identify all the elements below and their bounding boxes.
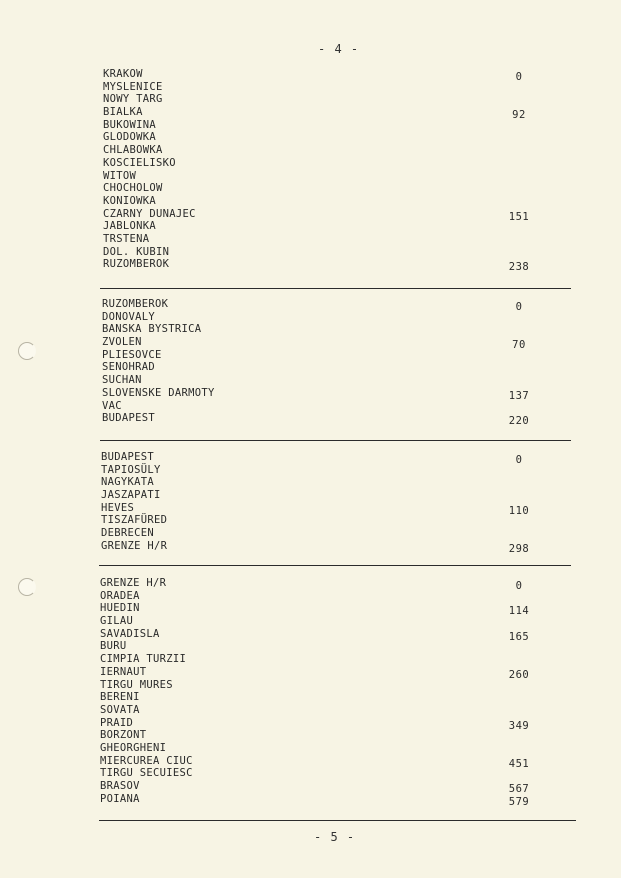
place-name: DONOVALY	[102, 310, 155, 323]
route-row	[101, 464, 539, 477]
route-row	[102, 349, 539, 362]
distance-km: 137	[508, 389, 530, 402]
distance-km: 0	[515, 454, 523, 466]
place-name: TIRGU MURES	[100, 678, 173, 691]
route-row	[100, 704, 539, 717]
distance-km: 579	[508, 795, 530, 808]
distance-km: 238	[508, 261, 530, 274]
distance-km: 151	[508, 210, 530, 223]
route-row	[103, 106, 539, 122]
place-name: WITOW	[103, 169, 137, 182]
place-name: IERNAUT	[100, 665, 147, 678]
section-divider	[99, 820, 576, 821]
place-name: POIANA	[100, 792, 140, 805]
place-name: GRENZE H/R	[101, 539, 168, 552]
route-row	[101, 476, 539, 489]
route-row	[103, 246, 539, 259]
section-divider	[100, 440, 571, 441]
place-name: GILAU	[100, 615, 134, 628]
route-row	[100, 628, 539, 641]
route-row	[101, 502, 539, 515]
place-name: BURU	[100, 640, 127, 653]
section-divider	[99, 565, 571, 566]
route-row	[102, 298, 539, 311]
distance-km: 349	[508, 719, 530, 732]
route-section	[103, 68, 539, 274]
place-name: BANSKA BYSTRICA	[102, 323, 202, 336]
route-row	[100, 590, 539, 603]
place-name: GLODOWKA	[103, 131, 156, 144]
place-name: GRENZE H/R	[100, 577, 167, 589]
place-name: KOSCIELISKO	[103, 156, 176, 169]
route-row	[102, 336, 539, 352]
place-name: CZARNY DUNAJEC	[103, 207, 196, 220]
route-row	[103, 233, 539, 246]
route-row	[100, 755, 539, 768]
route-row	[103, 81, 539, 94]
route-row	[100, 767, 539, 780]
route-row	[103, 157, 539, 170]
route-row	[103, 258, 539, 274]
route-section	[101, 451, 539, 553]
place-name: SENOHRAD	[102, 361, 155, 374]
punch-hole	[18, 578, 36, 596]
distance-km: 260	[508, 668, 530, 681]
route-row	[100, 691, 539, 704]
place-name: PLIESOVCE	[102, 348, 162, 361]
place-name: NAGYKATA	[101, 476, 154, 489]
page-number-bottom: - 5 -	[314, 830, 356, 844]
route-row	[100, 742, 539, 755]
route-row	[102, 387, 539, 400]
route-section	[102, 298, 539, 428]
route-row	[100, 717, 539, 730]
place-name: JASZAPATI	[101, 489, 161, 502]
place-name: MIERCUREA CIUC	[100, 754, 193, 767]
place-name: SLOVENSKE DARMOTY	[102, 386, 215, 399]
distance-km: 451	[508, 757, 530, 770]
place-name: NOWY TARG	[103, 93, 163, 106]
route-row	[100, 666, 539, 679]
place-name: CIMPIA TURZII	[100, 653, 187, 666]
route-row	[100, 679, 539, 692]
place-name: KRAKOW	[103, 68, 143, 80]
route-row	[103, 119, 539, 132]
route-row	[100, 653, 539, 666]
place-name: RUZOMBEROK	[102, 298, 169, 310]
route-row	[101, 451, 539, 464]
place-name: HUEDIN	[100, 602, 140, 615]
place-name: CHOCHOLOW	[103, 182, 163, 195]
place-name: BRASOV	[100, 780, 140, 792]
route-row	[100, 602, 539, 618]
place-name: VAC	[102, 399, 122, 412]
place-name: KONIOWKA	[103, 194, 156, 207]
distance-km: 114	[508, 605, 530, 618]
distance-km: 0	[515, 71, 523, 83]
route-row	[100, 780, 539, 793]
place-name: RUZOMBEROK	[103, 258, 170, 271]
place-name: MYSLENICE	[103, 80, 163, 93]
place-name: BUDAPEST	[101, 451, 154, 463]
place-name: BORZONT	[100, 729, 147, 742]
route-row	[103, 182, 539, 195]
distance-km: 220	[508, 415, 530, 428]
route-row	[102, 400, 539, 413]
distance-km: 0	[515, 301, 523, 313]
place-name: SAVADISLA	[100, 627, 160, 640]
place-name: PRAID	[100, 716, 134, 729]
route-row	[100, 793, 539, 806]
place-name: SOVATA	[100, 703, 140, 716]
route-row	[103, 195, 539, 208]
route-row	[103, 220, 539, 233]
section-divider	[100, 288, 571, 289]
route-row	[102, 311, 539, 324]
route-row	[103, 93, 539, 106]
route-row	[103, 144, 539, 157]
place-name: DEBRECEN	[101, 527, 154, 540]
distance-km: 567	[508, 783, 530, 795]
place-name: BUKOWINA	[103, 118, 156, 131]
distance-km: 0	[515, 580, 523, 592]
route-row	[101, 489, 539, 502]
route-row	[101, 514, 539, 527]
place-name: TIRGU SECUIESC	[100, 767, 193, 780]
place-name: GHEORGHENI	[100, 741, 167, 754]
distance-km: 110	[508, 504, 530, 517]
route-row	[103, 68, 539, 81]
place-name: BERENI	[100, 691, 140, 704]
route-row	[103, 170, 539, 183]
place-name: DOL. KUBIN	[103, 245, 170, 258]
place-name: ZVOLEN	[102, 336, 142, 349]
route-row	[103, 208, 539, 221]
route-row	[101, 540, 539, 553]
distance-km: 70	[512, 339, 526, 352]
route-row	[102, 374, 539, 387]
route-row	[101, 527, 539, 540]
route-row	[102, 323, 539, 336]
route-row	[100, 640, 539, 653]
page-number-top: - 4 -	[318, 42, 360, 56]
route-row	[102, 361, 539, 374]
distance-km: 165	[508, 630, 530, 643]
route-row	[100, 577, 539, 590]
place-name: JABLONKA	[103, 220, 156, 233]
place-name: TISZAFÜRED	[101, 514, 168, 527]
distance-km: 298	[508, 542, 530, 555]
place-name: SUCHAN	[102, 374, 142, 387]
place-name: CHLABOWKA	[103, 144, 163, 157]
place-name: HEVES	[101, 501, 135, 514]
route-row	[100, 615, 539, 628]
punch-hole	[18, 342, 36, 360]
place-name: ORADEA	[100, 589, 140, 602]
route-row	[100, 729, 539, 742]
distance-km: 92	[512, 109, 526, 122]
place-name: BUDAPEST	[102, 412, 155, 425]
place-name: TRSTENA	[103, 232, 150, 245]
place-name: BIALKA	[103, 106, 143, 119]
route-row	[102, 412, 539, 428]
route-section	[100, 577, 539, 808]
route-row	[103, 131, 539, 144]
place-name: TAPIOSÜLY	[101, 463, 161, 476]
